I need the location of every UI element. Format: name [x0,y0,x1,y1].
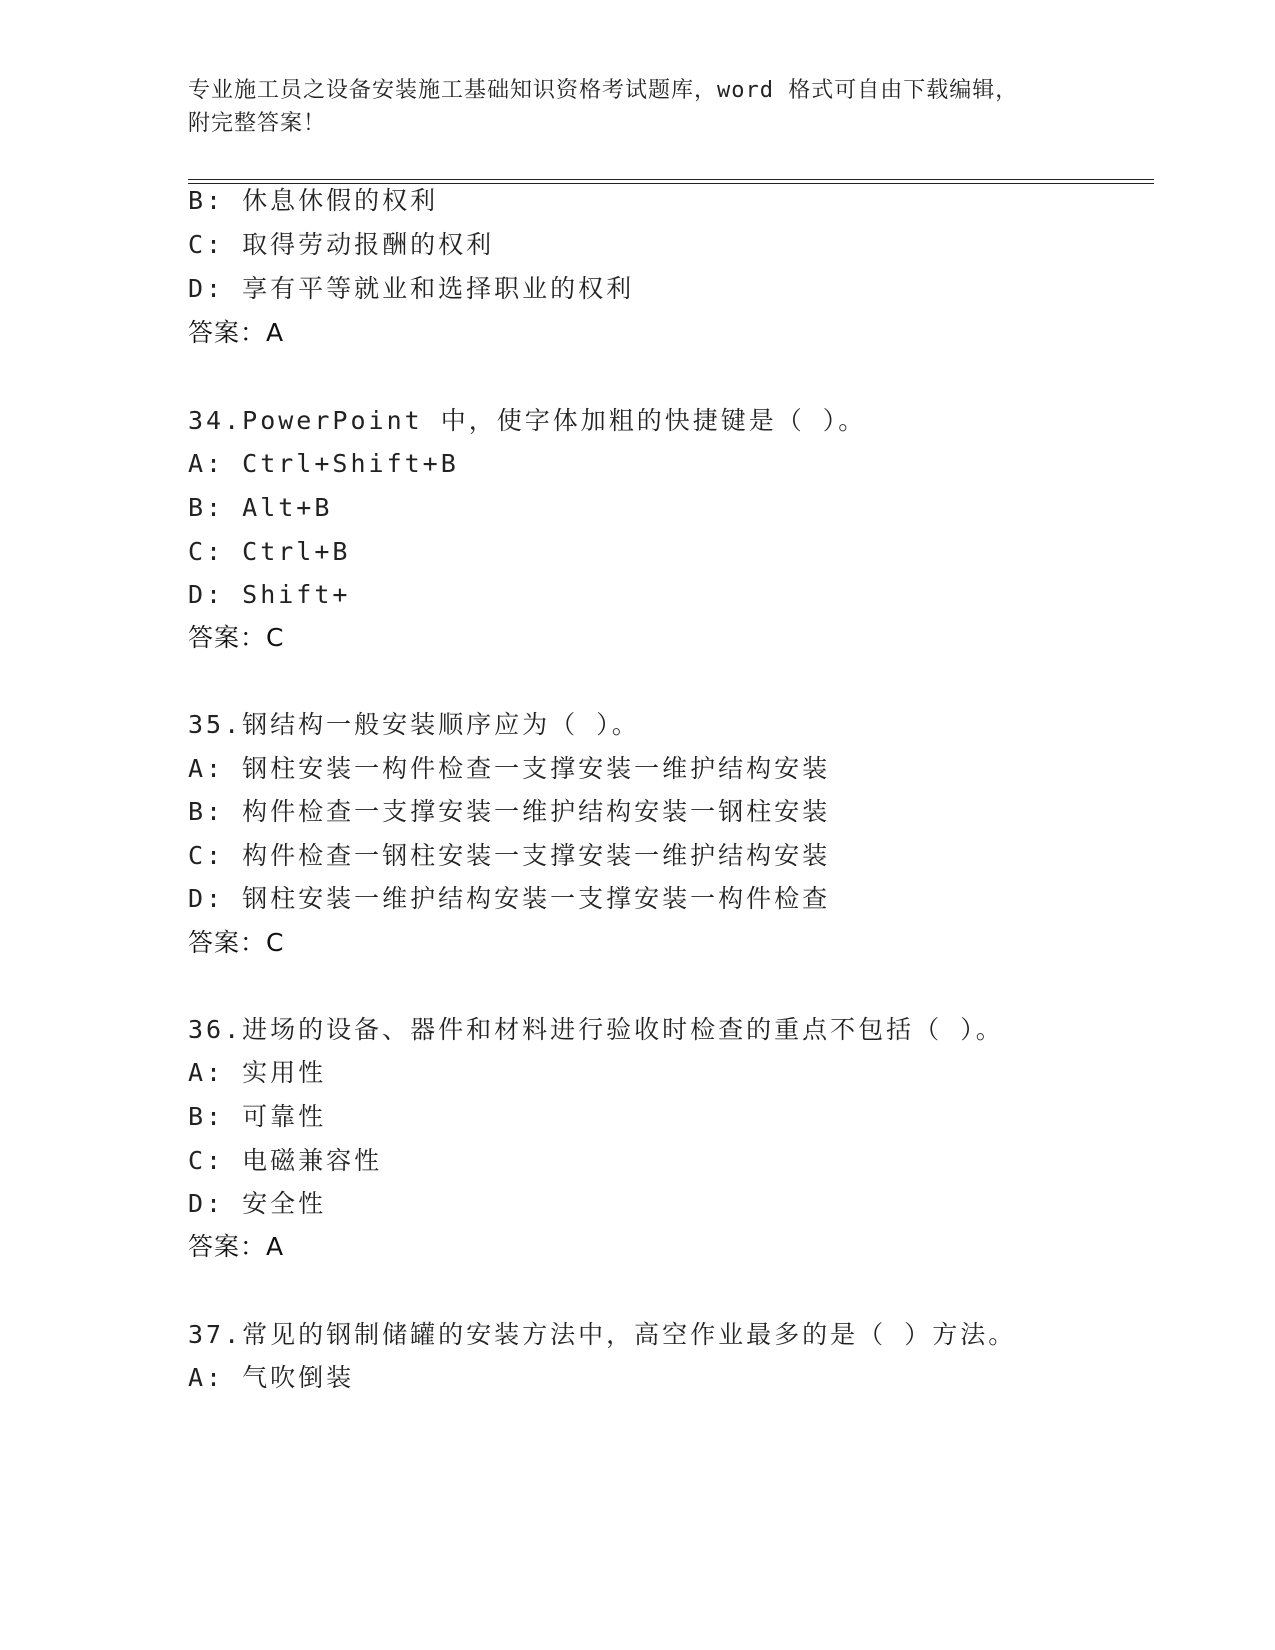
q33-option-c: C: 取得劳动报酬的权利 [188,230,495,259]
header-line-1: 专业施工员之设备安装施工基础知识资格考试题库，word 格式可自由下载编辑， [188,78,1019,103]
q34-option-c: C: Ctrl+B [188,537,351,566]
q34-answer: 答案：C [188,623,285,652]
q33-option-b: B: 休息休假的权利 [188,186,439,215]
q36-option-d: D: 安全性 [188,1189,327,1218]
q35-question: 35.钢结构一般安装顺序应为（ ）。 [188,710,640,739]
q36-question: 36.进场的设备、器件和材料进行验收时检查的重点不包括（ ）。 [188,1015,1004,1044]
q36-answer: 答案：A [188,1232,285,1261]
q35-option-c: C: 构件检查一钢柱安装一支撑安装一维护结构安装 [188,841,831,870]
q34-option-b: B: Alt+B [188,493,333,522]
q35-option-d: D: 钢柱安装一维护结构安装一支撑安装一构件检查 [188,884,831,913]
q35-answer: 答案：C [188,928,285,957]
q33-answer: 答案：A [188,318,285,347]
q36-option-a: A: 实用性 [188,1058,327,1087]
q35-option-a: A: 钢柱安装一构件检查一支撑安装一维护结构安装 [188,754,831,783]
q36-option-b: B: 可靠性 [188,1102,327,1131]
document-header [188,74,1088,140]
q34-question: 34.PowerPoint 中，使字体加粗的快捷键是（ ）。 [188,406,867,435]
q34-option-a: A: Ctrl+Shift+B [188,449,459,478]
q34-option-d: D: Shift+ [188,580,351,609]
header-divider-thin [188,179,1154,180]
header-divider-thick [188,183,1154,184]
header-line-2: 附完整答案！ [188,111,327,136]
q33-option-d: D: 享有平等就业和选择职业的权利 [188,274,635,303]
q37-question: 37.常见的钢制储罐的安装方法中，高空作业最多的是（ ）方法。 [188,1320,1017,1349]
q37-option-a: A: 气吹倒装 [188,1363,355,1392]
q36-option-c: C: 电磁兼容性 [188,1146,383,1175]
q35-option-b: B: 构件检查一支撑安装一维护结构安装一钢柱安装 [188,797,831,826]
